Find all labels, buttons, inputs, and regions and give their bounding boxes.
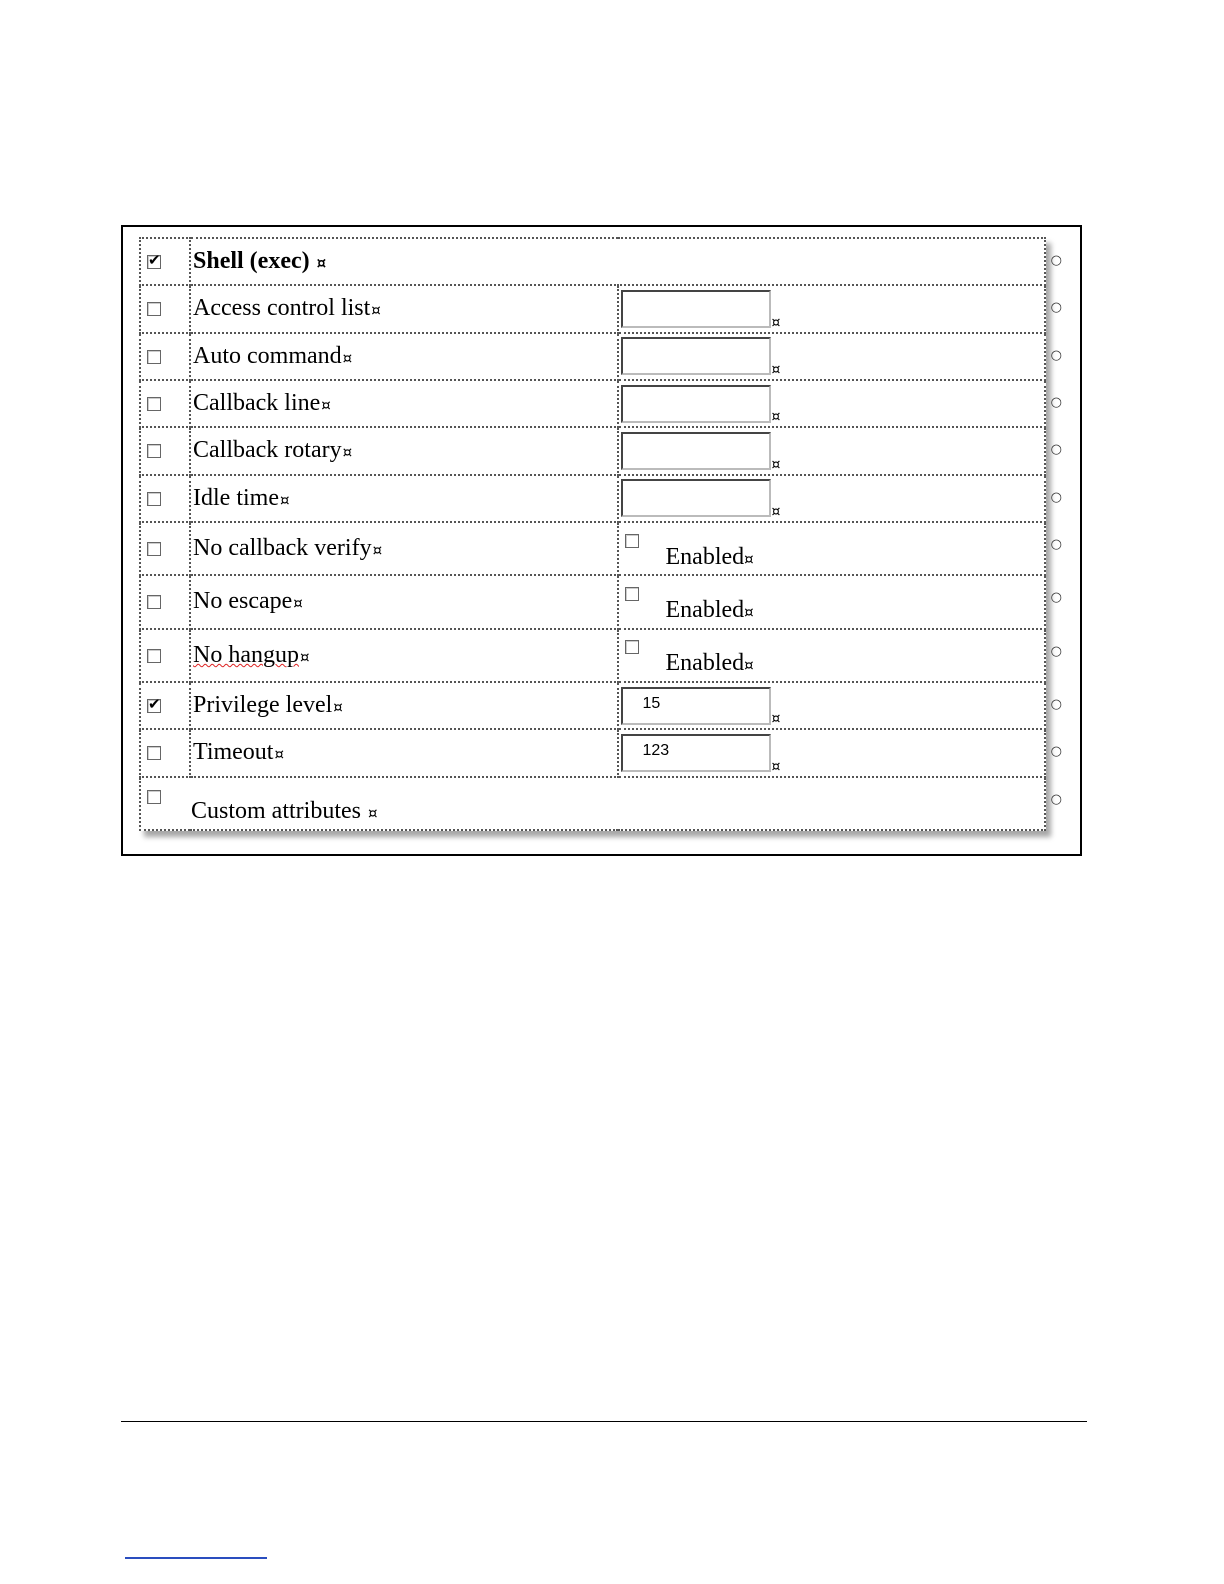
table-row: No hangup¤ Enabled¤ ○ [140,629,1045,682]
idle-time-input[interactable] [621,479,771,517]
table-row: Timeout¤ 123¤ ○ [140,729,1045,776]
attribute-label: Privilege level¤ [193,692,343,719]
shell-attributes-table [139,237,1062,831]
footnote-separator [125,1557,267,1559]
cell-check [140,238,190,285]
table-row: Auto command¤ ¤ ○ [140,333,1045,380]
table-row-custom-attributes [140,777,1045,830]
custom-attributes-label: Custom attributes ¤ [191,797,378,824]
cell-custom: Custom attributes ¤ ○ [140,777,1045,830]
table-row-shell-exec [140,238,1045,285]
table-row: No escape¤ Enabled¤ ○ [140,575,1045,628]
attribute-label: Callback rotary¤ [193,437,353,464]
table-row: Callback line¤ ¤ ○ [140,380,1045,427]
table-row: Callback rotary¤ ¤ ○ [140,427,1045,474]
privilege-level-input[interactable]: 15 [621,687,771,725]
attribute-label: Auto command¤ [193,342,353,369]
timeout-input[interactable]: 123 [621,734,771,772]
page-divider [121,1421,1087,1422]
auto-command-checkbox[interactable] [147,350,161,364]
timeout-checkbox[interactable] [147,746,161,760]
enabled-label: Enabled¤ [665,596,754,623]
attribute-label: No callback verify¤ [193,535,383,562]
access-control-list-checkbox[interactable] [147,302,161,316]
attribute-label: Access control list¤ [193,295,381,322]
callback-rotary-input[interactable] [621,432,771,470]
auto-command-input[interactable] [621,337,771,375]
table-row: Idle time¤ ¤ ○ [140,475,1045,522]
no-hangup-checkbox[interactable] [147,649,161,663]
privilege-level-checkbox[interactable] [147,699,161,713]
access-control-list-input[interactable] [621,290,771,328]
shell-attributes-panel [139,237,1062,831]
screenshot-frame [121,225,1082,856]
table-row: Access control list¤ ¤ ○ [140,285,1045,332]
enabled-label: Enabled¤ [665,650,754,677]
callback-line-checkbox[interactable] [147,397,161,411]
attribute-label: Callback line¤ [193,390,331,417]
no-hangup-enabled-checkbox[interactable] [625,640,639,654]
callback-line-input[interactable] [621,385,771,423]
no-escape-enabled-checkbox[interactable] [625,587,639,601]
idle-time-checkbox[interactable] [147,492,161,506]
no-escape-checkbox[interactable] [147,595,161,609]
table-row: No callback verify¤ Enabled¤ ○ [140,522,1045,575]
row-end-marker: ○ [1050,253,1062,268]
enabled-label: Enabled¤ [665,543,754,570]
custom-attributes-checkbox[interactable] [147,790,161,804]
shell-exec-checkbox[interactable] [147,255,161,269]
attribute-label: No escape¤ [193,588,303,615]
shell-exec-label: Shell (exec) ¤ [193,248,327,275]
attribute-label: Timeout¤ [193,739,285,766]
cell-label [190,238,1062,285]
callback-rotary-checkbox[interactable] [147,444,161,458]
no-callback-verify-checkbox[interactable] [147,542,161,556]
attribute-label: No hangup¤ [193,641,310,668]
table-row: ✔ Privilege level¤ 15¤ ○ [140,682,1045,729]
no-callback-verify-enabled-checkbox[interactable] [625,534,639,548]
attribute-label: Idle time¤ [193,484,290,511]
